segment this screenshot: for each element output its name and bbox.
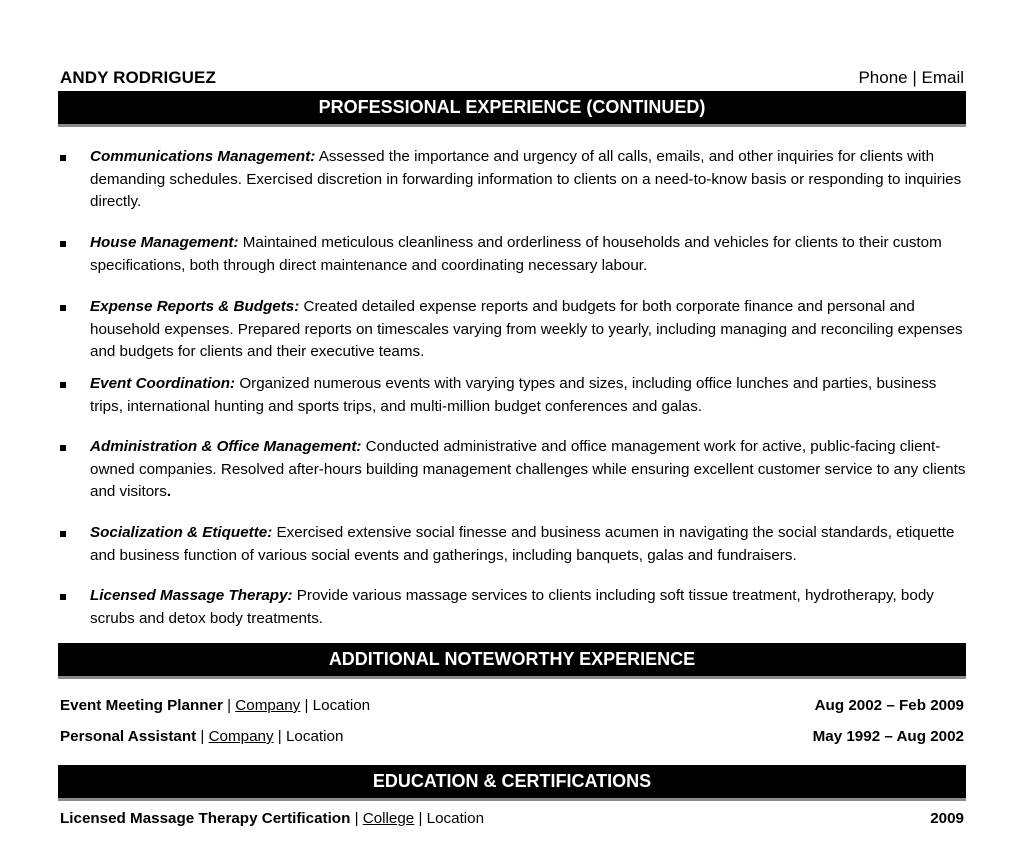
certification-year: 2009 (930, 810, 964, 827)
square-bullet-icon (60, 531, 66, 537)
candidate-name: ANDY RODRIGUEZ (60, 68, 216, 87)
college-name: College (362, 810, 415, 827)
job-dates: May 1992 – Aug 2002 (812, 728, 964, 745)
bullet-text: Assessed the importance and urgency of all calls, emails, and other inquiries for clients with demanding schedules. Exercised discretion in forwarding information to clients on a need-to-know basis or responding to inquiries directly. (90, 148, 962, 211)
square-bullet-icon (60, 241, 66, 247)
bullet-text: Maintained meticulous cleanliness and orderliness of households and vehicles for clients to their custom specifications, both through direct maintenance and coordinating necessary labour. (90, 234, 942, 274)
certification-title: Licensed Massage Therapy Certification (60, 810, 351, 827)
education-location: Location (426, 810, 485, 827)
resume-header (58, 58, 966, 88)
separator: | (414, 810, 427, 827)
square-bullet-icon (60, 594, 66, 600)
square-bullet-icon (60, 155, 66, 161)
company-name: Company (235, 697, 301, 714)
square-bullet-icon (60, 305, 66, 311)
job-location: Location (312, 697, 371, 714)
bullet-text: Organized numerous events with varying types and sizes, including office lunches and parties, business trips, international hunting and sports trips, and multi-million budget conferences and galas. (90, 375, 937, 415)
bullet-text: Conducted administrative and office management work for active, public-facing client-owned companies. Resolved after-hours building management challenges while ensuring excellent customer service to any clients and visitors (90, 438, 966, 501)
separator: | (222, 697, 236, 714)
separator: | (273, 728, 286, 745)
bullet-licensed-massage-therapy (58, 585, 966, 626)
bullet-title: Communications Management: (90, 148, 316, 165)
bullet-text: Created detailed expense reports and budgets for both corporate finance and personal and household expenses. Prepared reports on timescales varying from weekly to yearly, including managing and reconciling expenses and budgets for clients and their executive teams. (90, 298, 963, 361)
bullet-title: Socialization & Etiquette: (90, 524, 273, 541)
bullet-text: Provide various massage services to clients including soft tissue treatment, hydrotherapy, body scrubs and detox body treatments. (90, 587, 934, 627)
bullet-title: Licensed Massage Therapy: (90, 587, 293, 604)
section-header-additional-experience: ADDITIONAL NOTEWORTHY EXPERIENCE (58, 643, 966, 679)
bullet-expense-reports (58, 296, 966, 359)
bullet-title: House Management: (90, 234, 239, 251)
square-bullet-icon (60, 382, 66, 388)
bullet-text: Exercised extensive social finesse and business acumen in navigating the social standards, etiquette and business function of various social events and gatherings, including banquets, galas and fundraisers. (90, 524, 955, 564)
company-name: Company (208, 728, 274, 745)
resume-page (58, 58, 966, 830)
bullet-text-tail: . (166, 483, 172, 501)
section-header-professional-experience: PROFESSIONAL EXPERIENCE (CONTINUED) (58, 91, 966, 127)
bullet-title: Administration & Office Management: (90, 438, 362, 455)
job-title: Personal Assistant (60, 728, 197, 745)
bullet-event-coordination (58, 373, 966, 414)
square-bullet-icon (60, 445, 66, 451)
bullet-house-management (58, 232, 966, 273)
job-row-event-meeting-planner (58, 695, 966, 717)
bullet-socialization-etiquette (58, 522, 966, 563)
job-info (60, 726, 343, 748)
bullet-communications-management (58, 146, 966, 209)
education-info (60, 808, 484, 830)
job-row-personal-assistant (58, 726, 966, 748)
job-location: Location (285, 728, 344, 745)
education-row-massage-certification (58, 808, 966, 830)
contact-info: Phone | Email (858, 68, 964, 87)
experience-bullet-list (58, 146, 966, 626)
separator: | (196, 728, 209, 745)
separator: | (350, 810, 363, 827)
job-info (60, 695, 370, 717)
job-dates: Aug 2002 – Feb 2009 (814, 697, 964, 714)
section-header-education: EDUCATION & CERTIFICATIONS (58, 765, 966, 801)
separator: | (300, 697, 313, 714)
bullet-title: Event Coordination: (90, 375, 236, 392)
job-title: Event Meeting Planner (60, 697, 223, 714)
bullet-administration-office (58, 436, 966, 499)
bullet-title: Expense Reports & Budgets: (90, 298, 300, 315)
